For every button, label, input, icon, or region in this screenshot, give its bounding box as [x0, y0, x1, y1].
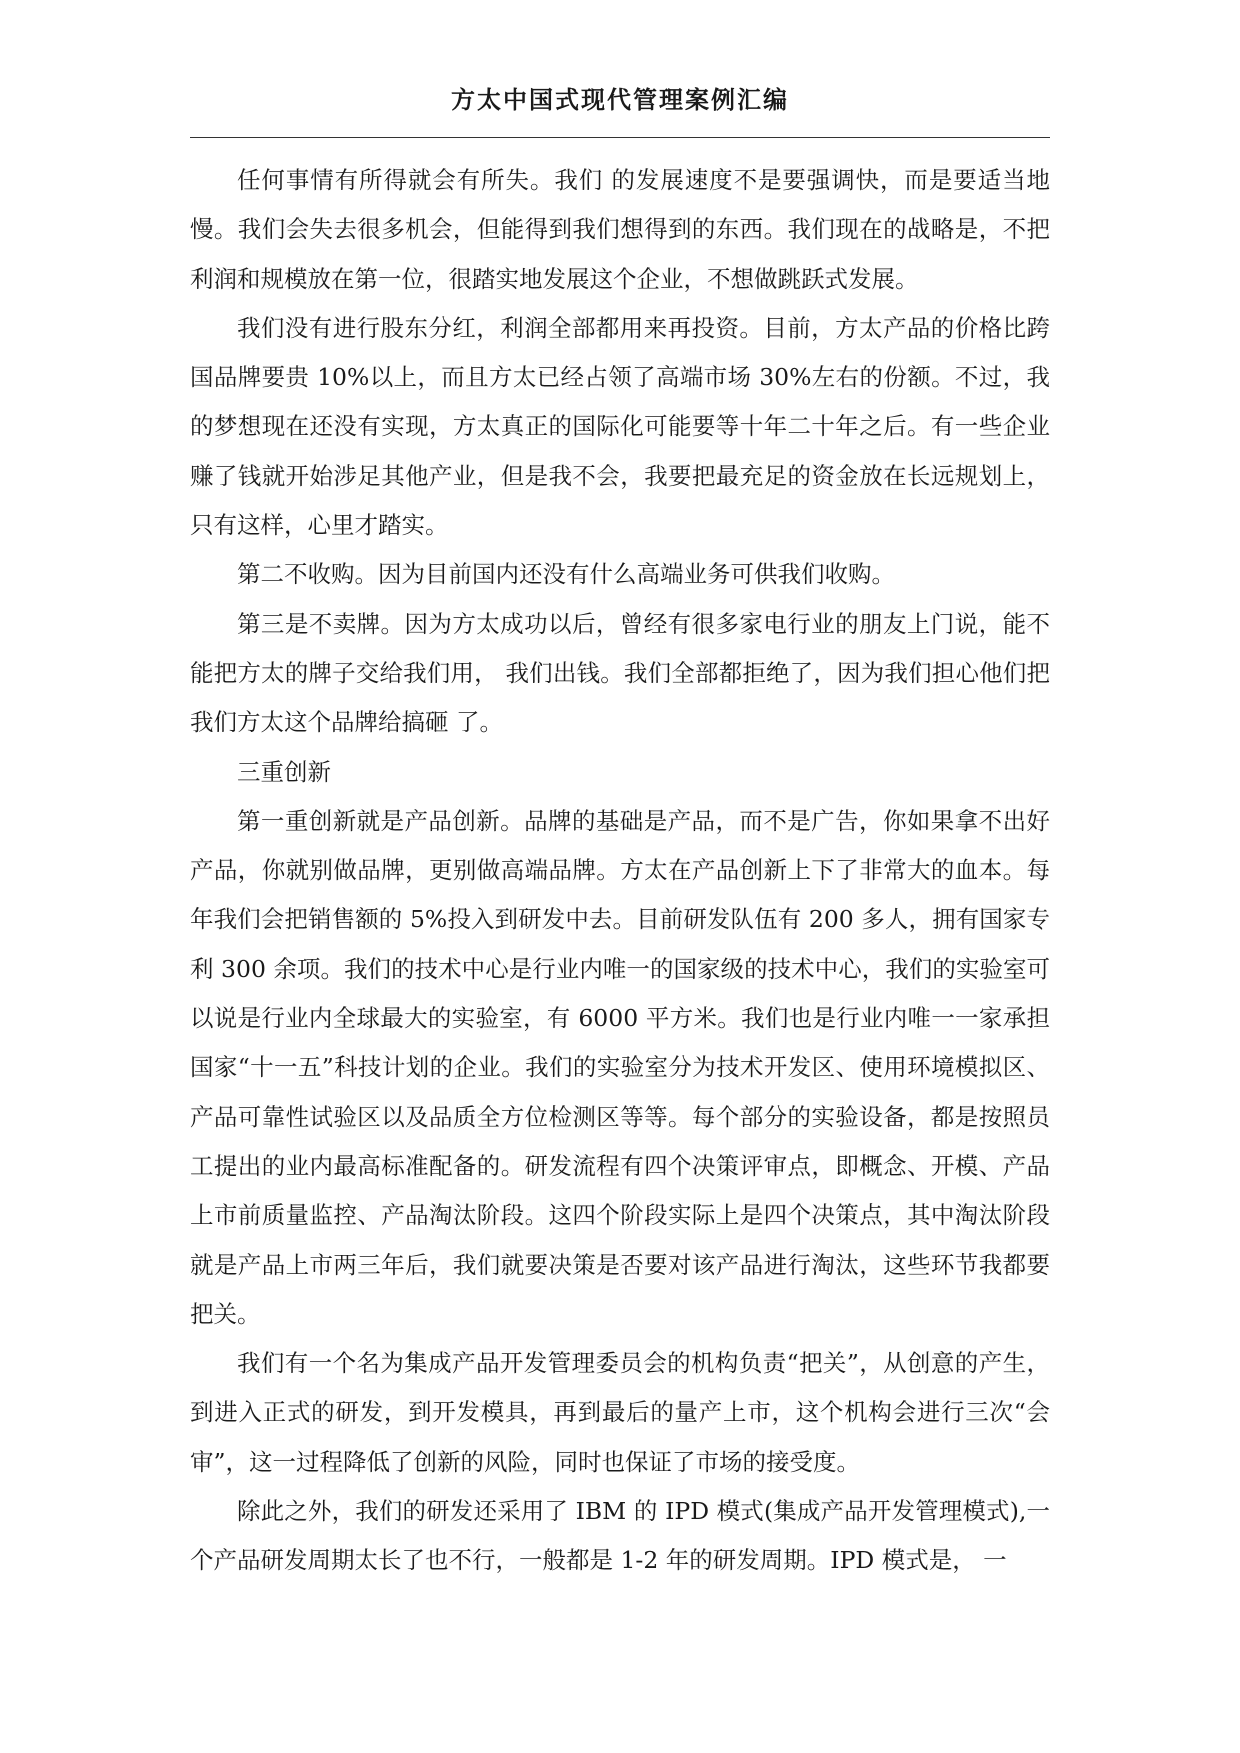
- paragraph: 第二不收购。因为目前国内还没有什么高端业务可供我们收购。: [237, 560, 895, 589]
- section-heading: 三重创新: [237, 757, 331, 786]
- paragraph: 除此之外，我们的研发还采用了 IBM 的 IPD 模式(集成产品开发管理模式),一个产品研发周期太长了也不行，一般都是 1-2 年的研发周期。IPD 模式是， 一: [190, 1497, 1050, 1575]
- paragraph: 我们有一个名为集成产品开发管理委员会的机构负责“把关”，从创意的产生，到进入正式的研发，到开发模具，再到最后的量产上市，这个机构会进行三次“会审”，这一过程降低了创新的风险，同时也保证了市场的接受度。: [190, 1349, 1050, 1476]
- paragraph: 任何事情有所得就会有所失。我们 的发展速度不是要强调快，而是要适当地慢。我们会失去很多机会，但能得到我们想得到的东西。我们现在的战略是，不把利润和规模放在第一位，很踏实地发展这个企业，不想做跳跃式发展。: [190, 166, 1050, 293]
- header-divider: [190, 137, 1050, 138]
- paragraph: 我们没有进行股东分红，利润全部都用来再投资。目前，方太产品的价格比跨国品牌要贵 10%以上，而且方太已经占领了高端市场 30%左右的份额。不过，我的梦想现在还没有实现，方太真正的国际化可能要等十年二十年之后。有一些企业赚了钱就开始涉足其他产业，但是我不会，我要把最充足的资金放在长远规划上，只有这样，心里才踏实。: [190, 313, 1050, 540]
- page-header-title: 方太中国式现代管理案例汇编: [451, 85, 789, 114]
- paragraph: 第一重创新就是产品创新。品牌的基础是产品，而不是广告，你如果拿不出好产品，你就别做品牌，更别做高端品牌。方太在产品创新上下了非常大的血本。每年我们会把销售额的 5%投入到研发中去。目前研发队伍有 200 多人，拥有国家专利 300 余项。我们的技术中心是行业内唯一的国家级的技术中心，我们的实验室可以说是行业内全球最大的实验室，有 6000 平方米。我们也是行业内唯一一家承担国家“十一五”科技计划的企业。我们的实验室分为技术开发区、使用环境模拟区、产品可靠性试验区以及品质全方位检测区等等。每个部分的实验设备，都是按照员工提出的业内最高标准配备的。研发流程有四个决策评审点，即概念、开模、产品上市前质量监控、产品淘汰阶段。这四个阶段实际上是四个决策点，其中淘汰阶段就是产品上市两三年后，我们就要决策是否要对该产品进行淘汰，这些环节我都要把关。: [190, 806, 1050, 1328]
- document-body: [190, 156, 1050, 1586]
- paragraph: 第三是不卖牌。因为方太成功以后，曾经有很多家电行业的朋友上门说，能不能把方太的牌子交给我们用， 我们出钱。我们全部都拒绝了，因为我们担心他们把我们方太这个品牌给搞砸 了。: [190, 609, 1050, 737]
